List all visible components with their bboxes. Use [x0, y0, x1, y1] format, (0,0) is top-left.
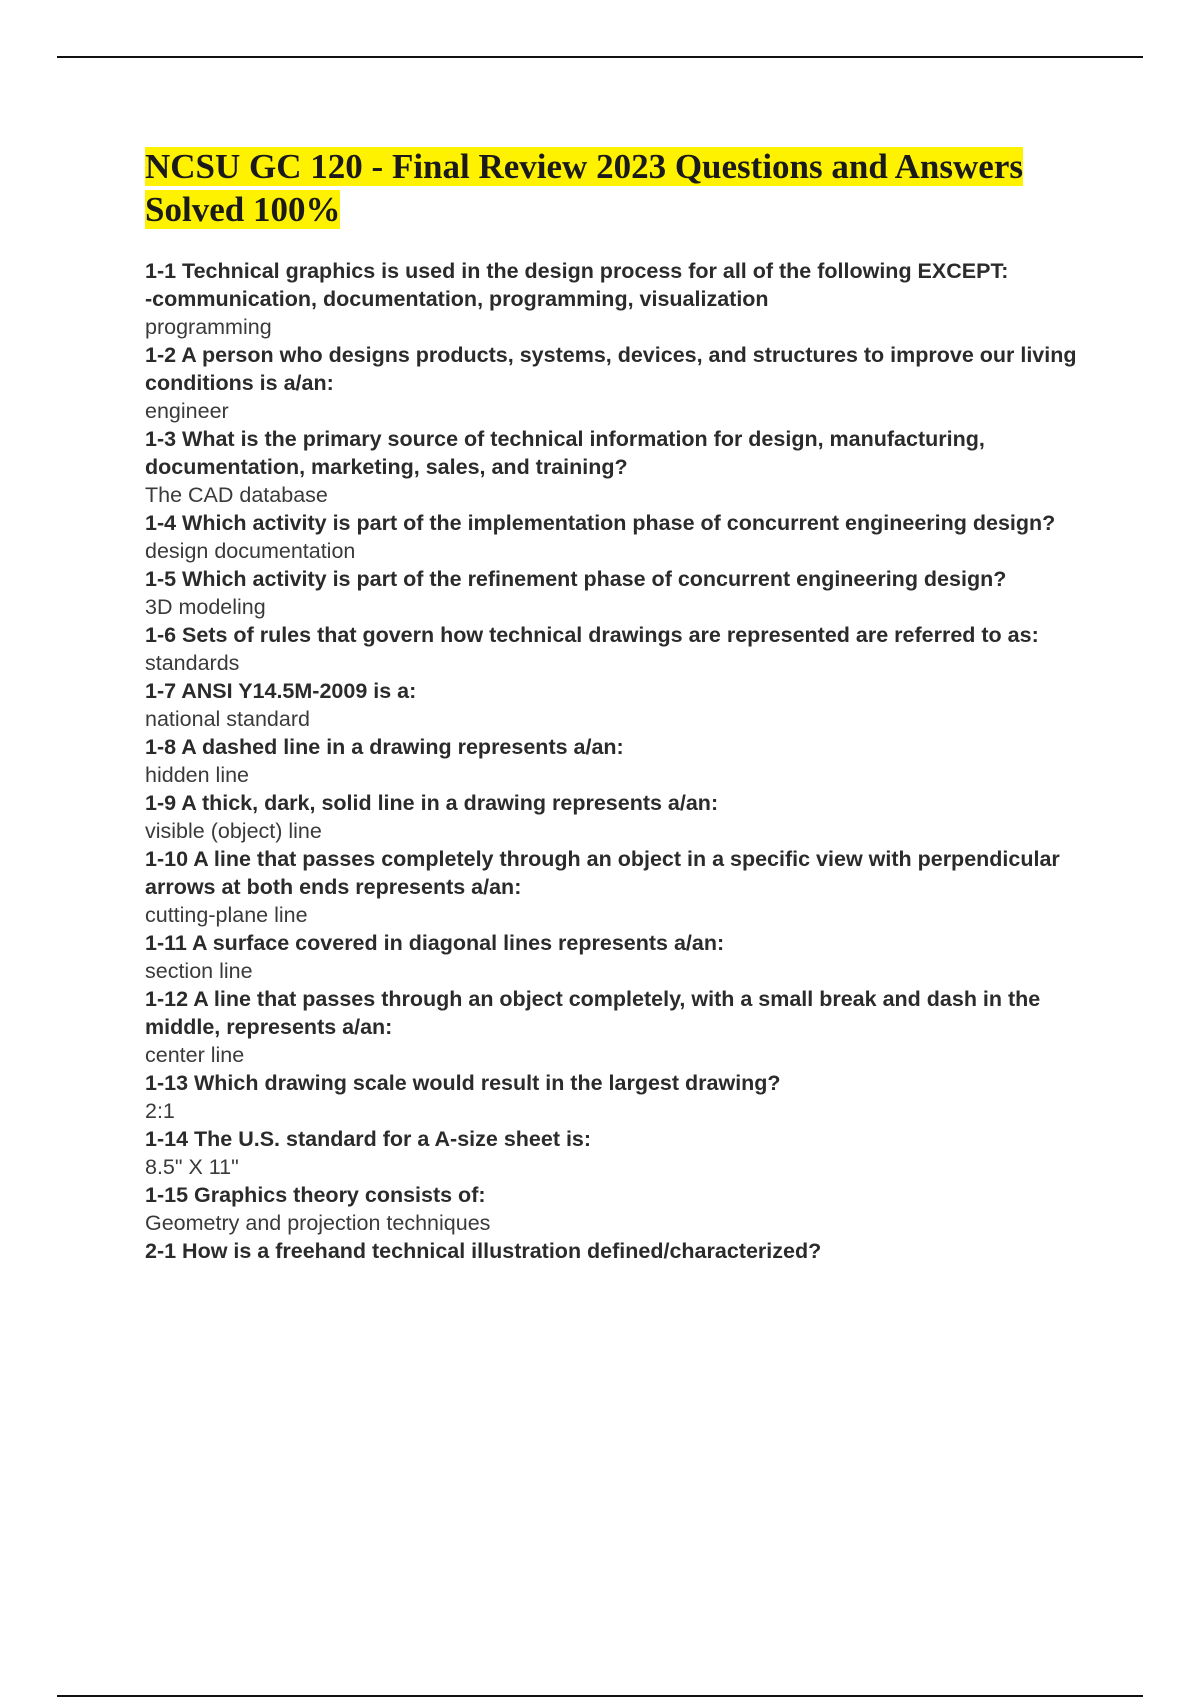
question: 1-5 Which activity is part of the refinement phase of concurrent engineering design? [145, 567, 1007, 591]
answer: section line [145, 959, 253, 983]
qa-list [145, 257, 1085, 1265]
answer: 8.5" X 11" [145, 1155, 239, 1179]
document-title [145, 145, 1085, 231]
question: 1-15 Graphics theory consists of: [145, 1183, 486, 1207]
top-rule [57, 56, 1143, 58]
answer: The CAD database [145, 483, 328, 507]
question: 2-1 How is a freehand technical illustration defined/characterized? [145, 1239, 822, 1263]
answer: Geometry and projection techniques [145, 1211, 491, 1235]
question: 1-9 A thick, dark, solid line in a drawing represents a/an: [145, 791, 719, 815]
question: 1-10 A line that passes completely through an object in a specific view with perpendicular arrows at both ends represents a/an: [145, 847, 1060, 899]
answer: programming [145, 315, 272, 339]
answer: visible (object) line [145, 819, 322, 843]
question: 1-4 Which activity is part of the implementation phase of concurrent engineering design? [145, 511, 1056, 535]
document-title-text: NCSU GC 120 - Final Review 2023 Questions and Answers Solved 100% [145, 147, 1023, 229]
question: 1-14 The U.S. standard for a A-size sheet is: [145, 1127, 592, 1151]
question: -communication, documentation, programming, visualization [145, 287, 769, 311]
question: 1-3 What is the primary source of technical information for design, manufacturing, documentation, marketing, sales, and training? [145, 427, 985, 479]
answer: national standard [145, 707, 310, 731]
document-body [145, 145, 1085, 1265]
answer: cutting-plane line [145, 903, 308, 927]
answer: center line [145, 1043, 245, 1067]
question: 1-11 A surface covered in diagonal lines represents a/an: [145, 931, 725, 955]
answer: standards [145, 651, 240, 675]
answer: hidden line [145, 763, 250, 787]
answer: design documentation [145, 539, 356, 563]
question: 1-1 Technical graphics is used in the design process for all of the following EXCEPT: [145, 259, 1009, 283]
bottom-rule [57, 1695, 1143, 1697]
question: 1-2 A person who designs products, systems, devices, and structures to improve our living conditions is a/an: [145, 343, 1077, 395]
question: 1-8 A dashed line in a drawing represents a/an: [145, 735, 624, 759]
question: 1-6 Sets of rules that govern how technical drawings are represented are referred to as: [145, 623, 1039, 647]
question: 1-12 A line that passes through an object completely, with a small break and dash in the middle, represents a/an: [145, 987, 1041, 1039]
answer: 3D modeling [145, 595, 266, 619]
question: 1-13 Which drawing scale would result in the largest drawing? [145, 1071, 781, 1095]
question: 1-7 ANSI Y14.5M-2009 is a: [145, 679, 417, 703]
answer: engineer [145, 399, 229, 423]
answer: 2:1 [145, 1099, 175, 1123]
